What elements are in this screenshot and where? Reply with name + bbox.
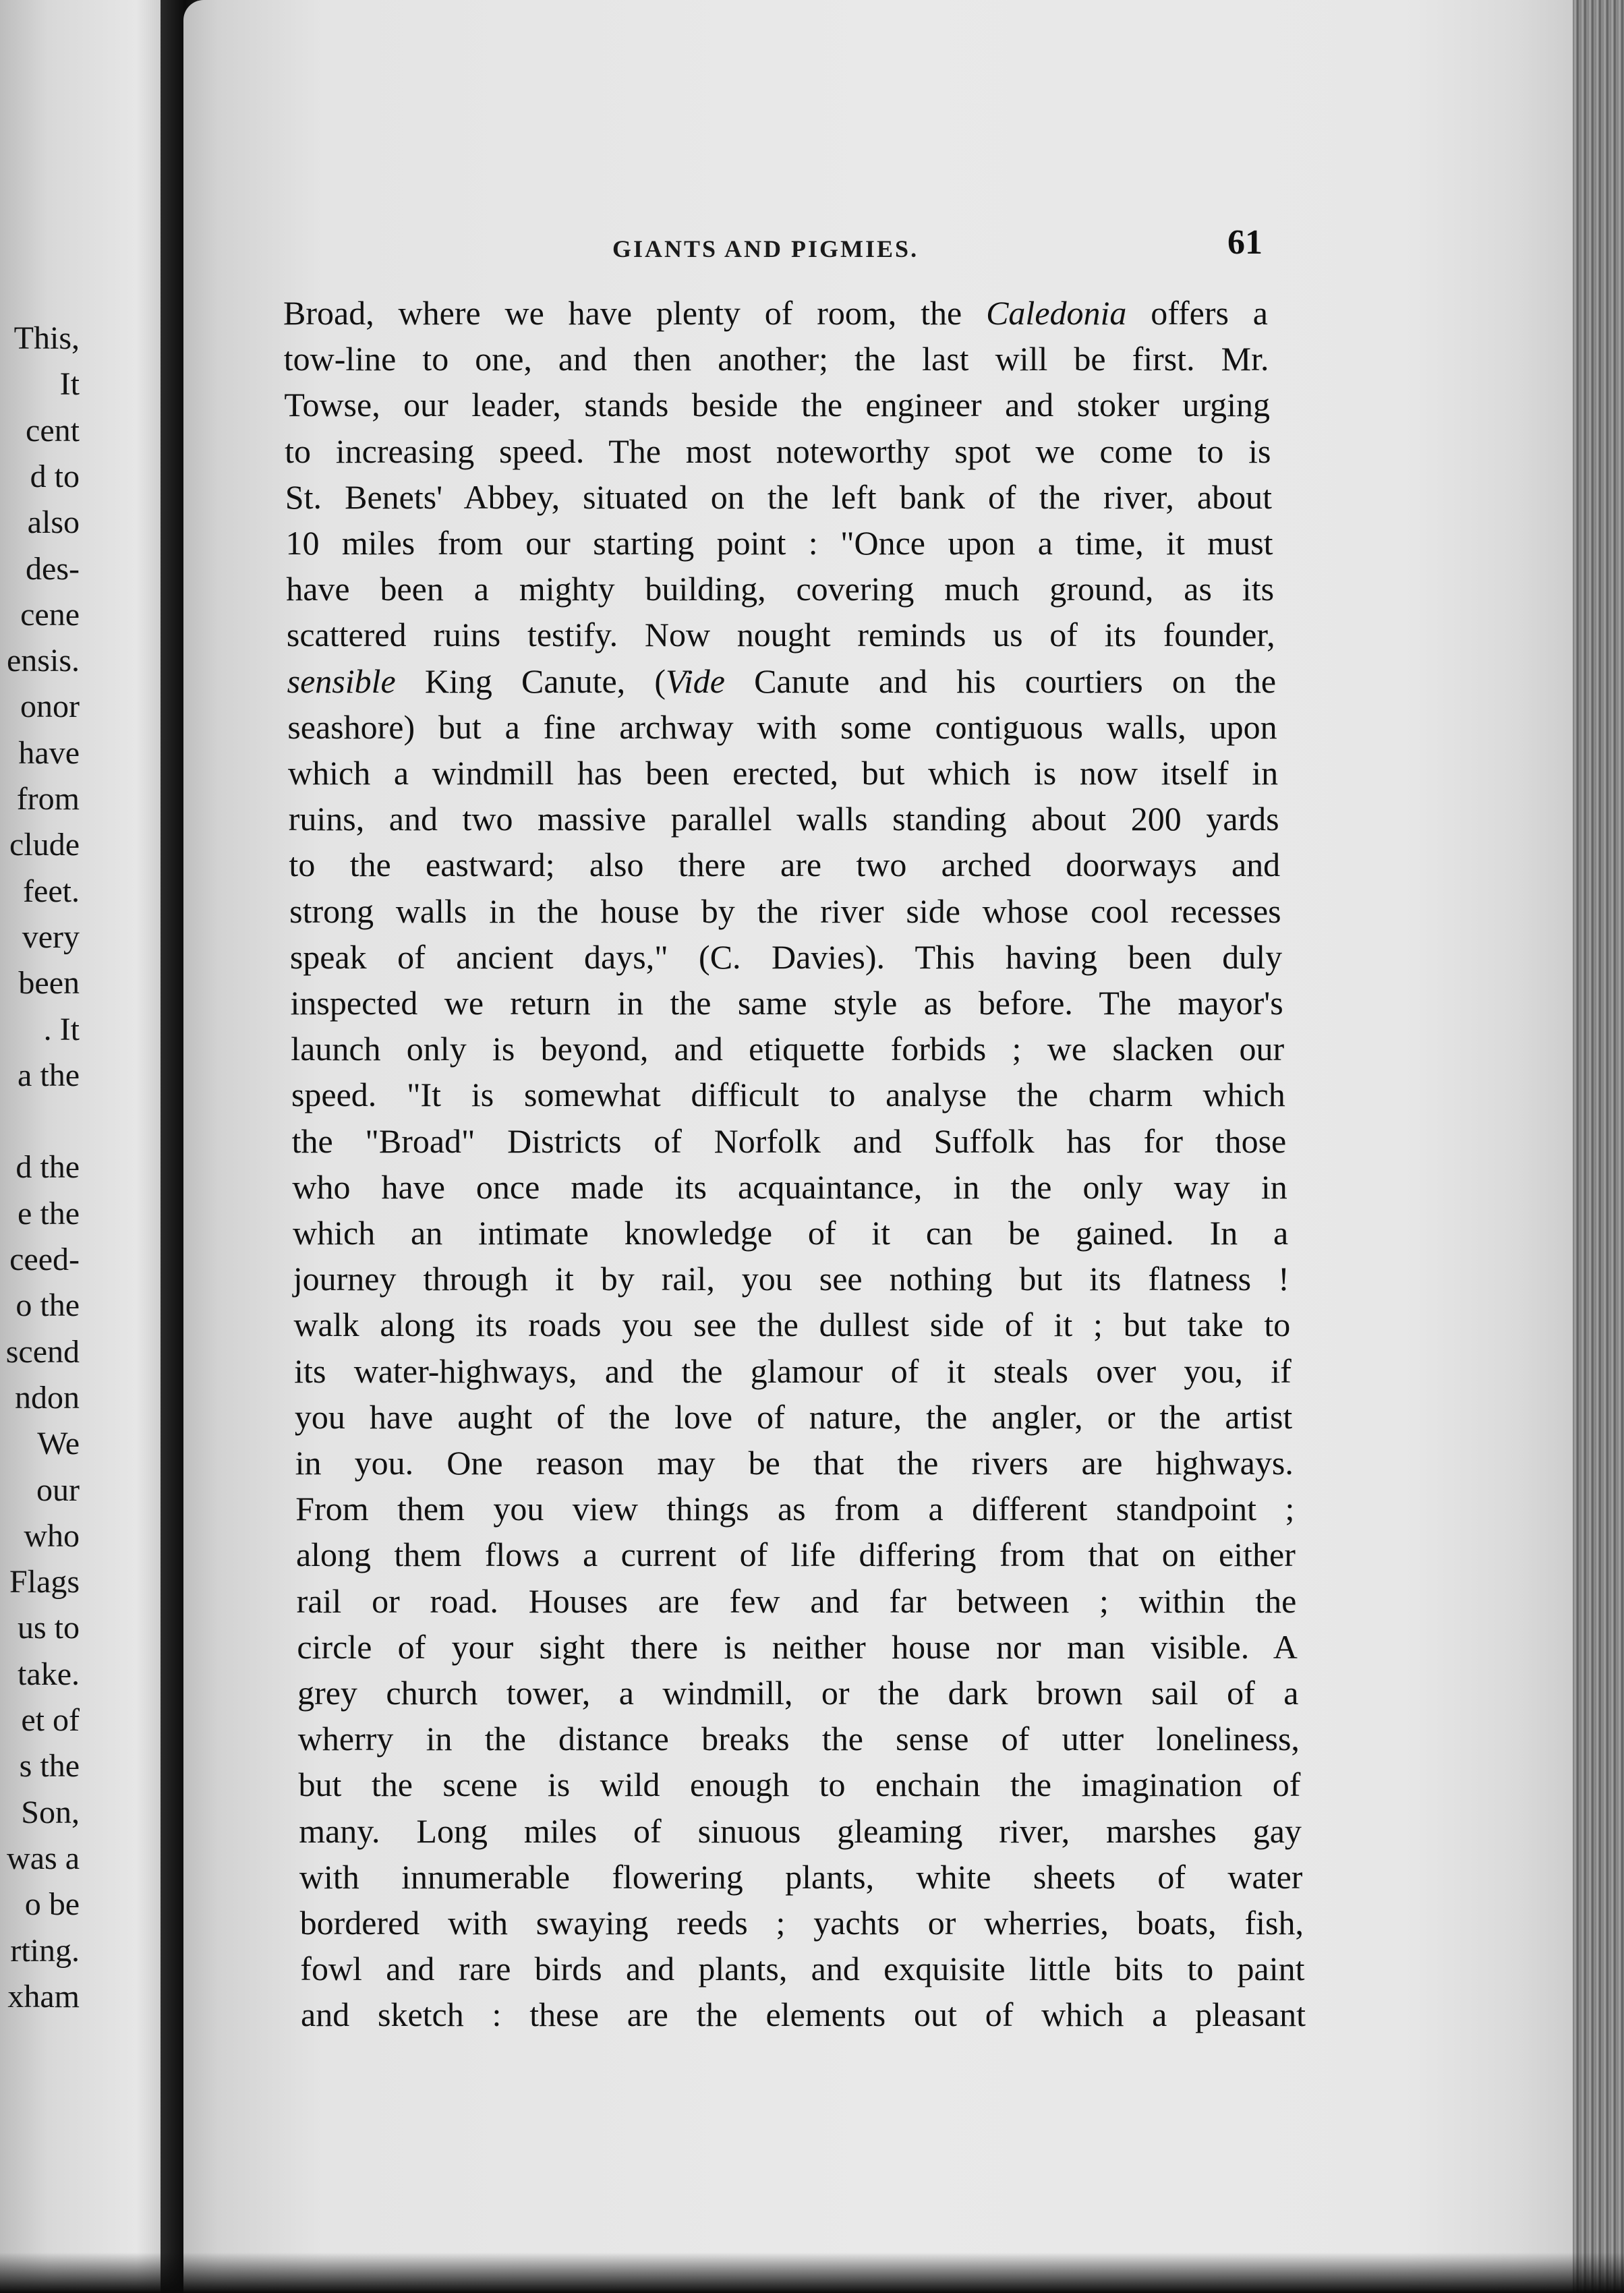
text-segment: bordered with swaying reeds ; yachts or wherries, boats, fish,: [299, 1904, 1304, 1942]
text-line: [284, 382, 1270, 428]
left-page-fragment: Flags: [9, 1564, 80, 1600]
left-page-fragment: us to: [17, 1610, 80, 1646]
text-segment: speak of ancient days," (C. Davies). This having been duly: [289, 937, 1283, 976]
left-page-fragment: cene: [20, 596, 80, 633]
text-line: [298, 1762, 1300, 1807]
left-page-fragment: very: [22, 919, 80, 955]
italic-text: Caledonia: [986, 294, 1127, 332]
text-line: [285, 428, 1271, 474]
left-page-fragment: This,: [13, 320, 80, 356]
page-number: 61: [1227, 223, 1263, 262]
text-line: [284, 336, 1269, 382]
text-segment: circle of your sight there is neither house nor man visible. A: [297, 1627, 1298, 1666]
text-segment: 10 miles from our starting point : "Once upon a time, it must: [285, 524, 1273, 562]
text-segment: walk along its roads you see the dullest side of it ; but take to: [293, 1306, 1291, 1344]
text-line: [300, 1900, 1304, 1946]
left-page-fragment: s the: [19, 1748, 80, 1784]
text-line: [290, 934, 1282, 980]
text-line: [298, 1716, 1300, 1762]
text-line: [294, 1348, 1292, 1394]
text-segment: St. Benets' Abbey, situated on the left bank of the river, about: [285, 477, 1273, 516]
text-segment: its water-highways, and the glamour of it steals over you, if: [294, 1352, 1292, 1390]
text-line: [292, 1118, 1287, 1164]
left-page-fragment: We: [37, 1426, 80, 1462]
left-page-fragment: o be: [24, 1886, 80, 1923]
text-segment: From them you view things as from a different standpoint ;: [295, 1490, 1295, 1528]
text-segment: Canute and his courtiers on the: [724, 662, 1277, 700]
text-segment: many. Long miles of sinuous gleaming river, marshes gay: [299, 1811, 1302, 1850]
text-line: [289, 796, 1279, 842]
left-page-fragment: ndon: [15, 1379, 80, 1416]
text-line: [293, 1256, 1289, 1302]
page-edges: [1573, 0, 1624, 2293]
text-line: [297, 1624, 1298, 1670]
text-segment: the "Broad" Districts of Norfolk and Suffolk has for those: [291, 1122, 1287, 1160]
text-line: [291, 980, 1283, 1026]
text-segment: Broad, where we have plenty of room, the: [283, 294, 987, 332]
text-line: [289, 888, 1281, 934]
text-segment: in you. One reason may be that the rivers are highways.: [295, 1444, 1294, 1482]
left-page-fragment: o the: [16, 1287, 80, 1324]
text-line: [296, 1532, 1296, 1577]
text-line: [287, 704, 1277, 750]
text-line: [288, 750, 1278, 796]
left-page-fragment: our: [36, 1472, 80, 1508]
text-line: [293, 1210, 1288, 1256]
left-page-fragment: xham: [7, 1978, 80, 2014]
left-page-fragment: et of: [21, 1702, 80, 1738]
text-segment: along them flows a current of life differing from that on either: [295, 1536, 1296, 1574]
text-segment: tow-line to one, and then another; the last will be first. Mr.: [283, 340, 1269, 378]
left-page-fragment: been: [18, 965, 80, 1002]
text-segment: strong walls in the house by the river side whose cool recesses: [289, 892, 1281, 930]
italic-text: sensible: [287, 662, 396, 700]
text-segment: and sketch : these are the elements out of which a pleasant: [301, 1996, 1306, 2034]
text-segment: with innumerable flowering plants, white sheets of water: [299, 1857, 1303, 1896]
text-line: [300, 1946, 1304, 1992]
left-page-fragment: clude: [9, 827, 80, 863]
text-segment: rail or road. Houses are few and far between ; within the: [296, 1581, 1297, 1620]
left-page-fragment: take.: [18, 1656, 80, 1692]
text-segment: King Canute, (: [395, 662, 666, 700]
left-page-fragment: des-: [26, 550, 80, 587]
text-segment: to increasing speed. The most noteworthy spot we come to is: [285, 432, 1271, 470]
italic-text: Vide: [665, 662, 725, 700]
left-page-fragment: have: [18, 734, 80, 771]
text-segment: Towse, our leader, stands beside the engineer and stoker urging: [284, 386, 1270, 424]
left-page-fragment: who: [24, 1517, 80, 1554]
text-segment: launch only is beyond, and etiquette forbids ; we slacken our: [291, 1030, 1285, 1068]
left-page-fragment: ensis.: [7, 643, 80, 679]
text-line: [289, 842, 1280, 888]
left-page-fragment: a the: [18, 1057, 80, 1093]
text-line: [291, 1072, 1285, 1118]
left-page-fragment: d to: [30, 458, 80, 494]
text-segment: which a windmill has been erected, but which is now itself in: [288, 754, 1279, 792]
text-segment: inspected we return in the same style as before. The mayor's: [290, 984, 1283, 1022]
text-line: [287, 658, 1276, 704]
text-segment: journey through it by rail, you see nothing but its flatness !: [293, 1260, 1289, 1298]
text-segment: fowl and rare birds and plants, and exquisite little bits to paint: [300, 1950, 1305, 1988]
text-line: [295, 1486, 1294, 1532]
left-page-fragment: scend: [5, 1333, 80, 1370]
text-segment: offers a: [1126, 294, 1268, 332]
left-page-fragment: feet.: [23, 873, 80, 909]
left-page-fragment: . It: [43, 1011, 80, 1047]
text-line: [299, 1808, 1302, 1854]
text-line: [295, 1394, 1292, 1440]
text-segment: speed. "It is somewhat difficult to analyse the charm which: [291, 1076, 1285, 1114]
text-line: [291, 1026, 1284, 1072]
text-line: [283, 290, 1268, 336]
left-page-fragment: from: [16, 781, 80, 817]
left-page-fragment: cent: [26, 412, 80, 448]
left-page-fragment: ceed-: [9, 1242, 80, 1277]
text-segment: scattered ruins testify. Now nought reminds us of its founder,: [286, 616, 1275, 654]
text-line: [295, 1440, 1294, 1486]
text-segment: ruins, and two massive parallel walls standing about 200 yards: [288, 800, 1279, 838]
left-page-fragment: It: [59, 366, 80, 403]
text-line: [285, 474, 1272, 520]
left-page-fragment: d the: [16, 1149, 80, 1186]
left-page-fragment: rting.: [10, 1932, 80, 1969]
text-segment: you have aught of the love of nature, the angler, or the artist: [294, 1397, 1293, 1436]
text-segment: but the scene is wild enough to enchain the imagination of: [298, 1766, 1301, 1804]
left-page-fragment: onor: [20, 689, 80, 725]
text-line: [293, 1302, 1290, 1347]
left-page-fragment: Son,: [21, 1794, 80, 1830]
bottom-shadow: [0, 2253, 1624, 2293]
text-line: [297, 1670, 1298, 1716]
left-page-fragment: also: [27, 504, 80, 541]
text-segment: to the eastward; also there are two arched doorways and: [289, 846, 1281, 884]
running-head: GIANTS AND PIGMIES.: [612, 235, 919, 262]
left-page-fragment: e the: [18, 1195, 80, 1231]
text-line: [286, 520, 1273, 566]
text-segment: have been a mighty building, covering much ground, as its: [286, 570, 1275, 608]
text-line: [292, 1164, 1287, 1210]
text-line: [297, 1578, 1297, 1624]
text-line: [299, 1854, 1303, 1900]
left-facing-page: [0, 0, 161, 2293]
left-page-fragment: was a: [7, 1840, 80, 1876]
text-line: [287, 612, 1275, 658]
text-line: [286, 566, 1274, 612]
text-segment: grey church tower, a windmill, or the dark brown sail of a: [297, 1674, 1299, 1712]
text-line: [301, 1992, 1306, 2037]
text-segment: wherry in the distance breaks the sense of utter loneliness,: [297, 1720, 1300, 1758]
text-segment: seashore) but a fine archway with some contiguous walls, upon: [287, 707, 1277, 746]
text-segment: who have once made its acquaintance, in the only way in: [292, 1167, 1287, 1206]
text-segment: which an intimate knowledge of it can be gained. In a: [293, 1214, 1289, 1252]
